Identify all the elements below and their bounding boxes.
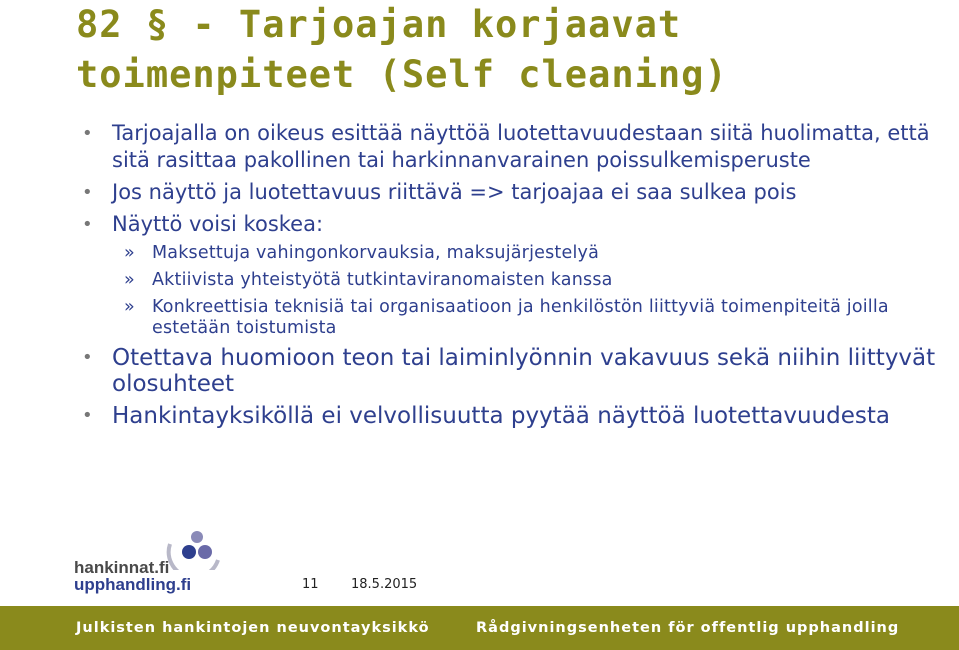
bullet-item: • Näyttö voisi koskea: — [80, 211, 940, 238]
logo-text-fi: hankinnat.fi — [74, 558, 170, 577]
bullet-item: • Jos näyttö ja luotettavuus riittävä => tarjoajaa ei saa sulkea pois — [80, 179, 940, 206]
sub-bullet-item — [80, 243, 940, 264]
sub-bullet-item — [80, 270, 940, 291]
slide-date: 18.5.2015 — [351, 577, 418, 592]
sub-bullet-mark: » — [124, 270, 135, 290]
sub-bullet-text: Konkreettisia teknisiä tai organisaatioon ja henkilöstön liittyviä toimenpiteitä joilla estetään toistumista — [152, 297, 889, 338]
bullet-item: • Tarjoajalla on oikeus esittää näyttöä luotettavuudestaan siitä huolimatta, että sitä rasittaa pakollinen tai harkinnanvarainen poissulkemisperuste — [80, 120, 940, 174]
logo-text-sv: upphandling.fi — [74, 575, 192, 594]
slide-content — [80, 120, 940, 435]
footer-right-text: Rådgivningsenheten för offentlig upphandling — [476, 620, 900, 636]
footer-left-text: Julkisten hankintojen neuvontayksikkö — [76, 620, 430, 636]
title-line-1: 82 § - Tarjoajan korjaavat — [76, 3, 682, 46]
hankinnat-logo — [72, 530, 272, 600]
people-dots-icon — [164, 530, 234, 570]
sub-bullet-text: Maksettuja vahingonkorvauksia, maksujärjestelyä — [152, 243, 599, 263]
sub-bullet-item — [80, 297, 940, 339]
sub-bullet-text: Aktiivista yhteistyötä tutkintaviranomaisten kanssa — [152, 270, 613, 290]
footer-bar — [0, 606, 959, 650]
bullet-item: • Otettava huomioon teon tai laiminlyönnin vakavuus sekä niihin liittyvät olosuhteet — [80, 345, 940, 397]
sub-bullet-mark: » — [124, 243, 135, 263]
slide-title — [76, 0, 936, 100]
page-number: 11 — [302, 577, 319, 592]
sub-bullet-mark: » — [124, 297, 135, 317]
bullet-item: • Hankintayksiköllä ei velvollisuutta pyytää näyttöä luotettavuudesta — [80, 403, 940, 429]
title-line-2: toimenpiteet (Self cleaning) — [76, 53, 728, 96]
